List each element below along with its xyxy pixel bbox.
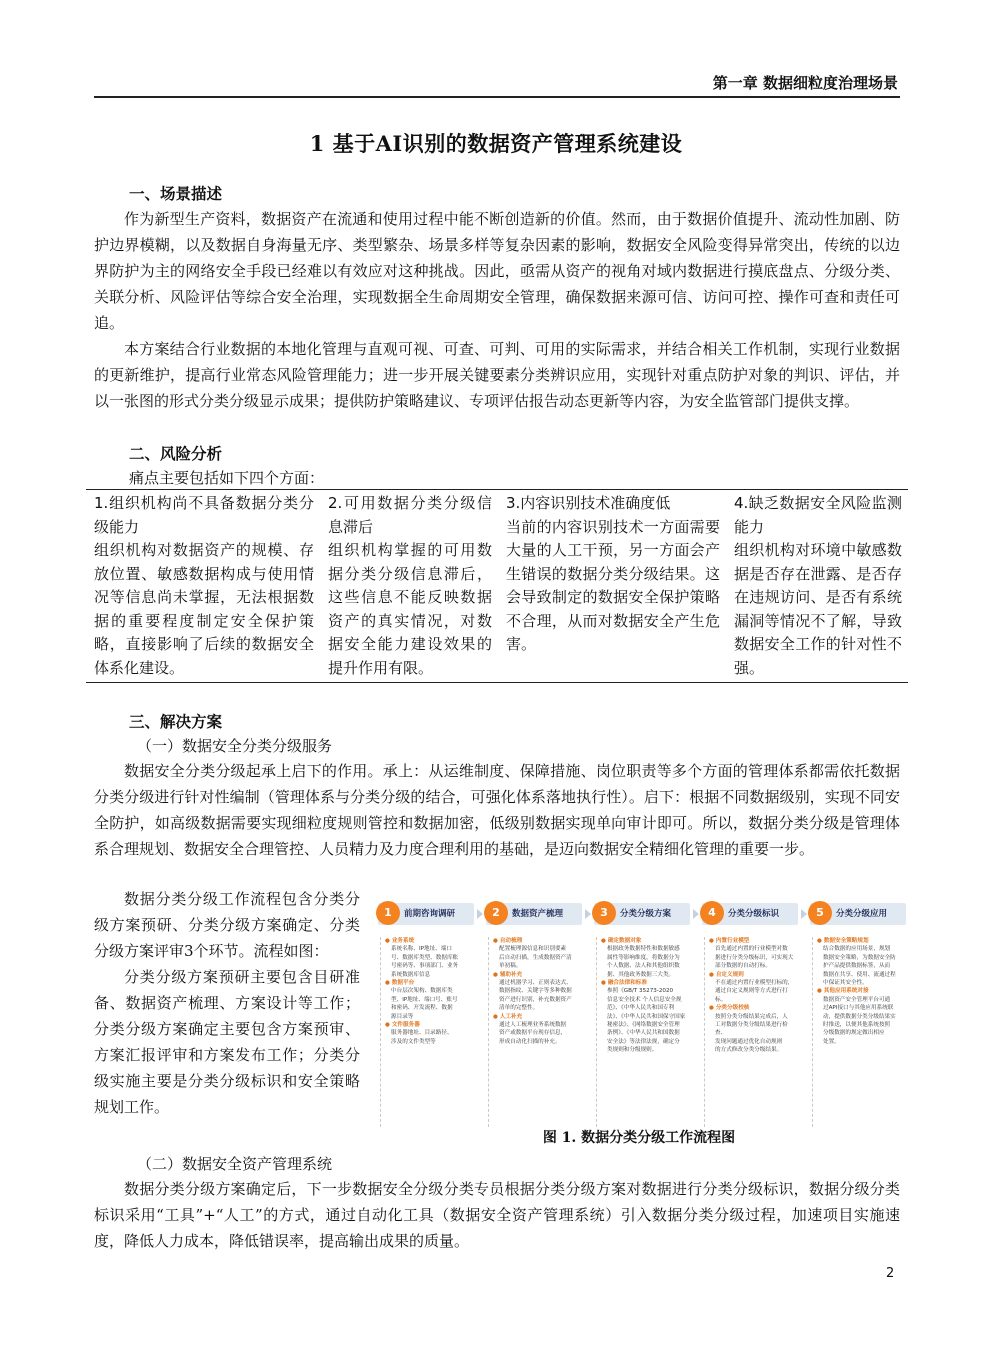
- flow-detail-text: 分级数据的规定做出相应: [823, 1030, 885, 1037]
- flow-detail-text: 据进行分类分级标识，可实现大: [715, 954, 794, 961]
- flow-detail-text: 秘密法》、《网络数据安全管理: [607, 1022, 680, 1029]
- flow-detail-text: 工对数据分类分级结果进行检查、: [715, 1022, 788, 1037]
- flow-detail-text: 配置梳理源信息和识别要素: [499, 946, 567, 953]
- flow-detail-heading: ● 业务系统: [385, 938, 415, 944]
- flow-detail-text: 源目录等: [391, 1013, 414, 1020]
- step-number: 5: [808, 901, 832, 925]
- scene-paragraph-2: 本方案结合行业数据的本地化管理与直观可视、可查、可判、可用的实际需求，并结合相关工作机制，实现行业数据的更新维护，提高行业常态风险管理能力；进一步开展关键要素分类辨识应用，实现针对重点防护对象的判识、评估，并以一张图的形式分类分级显示成果；提供防护策略建议、专项评估报告动态更新等内容，为安全监管部门提供支撑。: [94, 340, 900, 410]
- flow-detail-2: [488, 937, 582, 1127]
- flow-detail-text: 安全法》等法律法规，确定分: [607, 1038, 680, 1045]
- chapter-title: 第一章 数据细粒度治理场景: [712, 74, 898, 92]
- flow-detail-heading: ● 确定数据对象: [601, 938, 642, 944]
- solution-paragraph-2: 数据分类分级方案确定后，下一步数据安全分级分类专员根据分类分级方案对数据进行分类分级标识，数据分级分类标识采用“工具”+“人工”的方式，通过自动化工具（数据安全资产管理系统）引入数据分类分级过程，加速项目实施速度，降低人力成本，降低错误率，提高输出成果的质量。: [94, 1180, 900, 1250]
- flow-step-2: [486, 903, 582, 925]
- pain-point-body: 组织机构对环境中敏感数据是否存在泄露、是否存在违规访问、是否有系统漏洞等情况不了解，导致数据安全工作的针对性不强。: [734, 541, 902, 677]
- flow-detail-text: 涉及的文件类型等: [391, 1038, 436, 1045]
- flow-detail-heading: ● 融合法律和标准: [601, 980, 647, 987]
- flow-detail-heading: ● 内置行业模型: [709, 938, 750, 944]
- flow-detail-heading: ● 人工补充: [493, 1013, 523, 1020]
- flow-detail-text: 中台层次架构、数据库类: [391, 988, 453, 995]
- pain-point-title: 4.缺乏数据安全风险监测能力: [734, 494, 902, 536]
- flow-detail-text: 标。: [715, 996, 727, 1003]
- flow-detail-text: 范》、《中华人民共和国专利: [607, 1005, 675, 1012]
- heading-risk: 二、风险分析: [129, 445, 223, 463]
- arrow-right-icon: [477, 909, 483, 919]
- flow-detail-heading: ● 数据安全策略规划: [817, 938, 869, 944]
- flow-detail-text: 和密码、开发流程、数据: [391, 1005, 453, 1012]
- flow-detail-text: 资产进行识别，补充数据资产: [499, 996, 572, 1003]
- heading-scene: 一、场景描述: [129, 185, 223, 203]
- workflow-paragraph-2: 分类分级方案预研主要包含目研准备、数据资产梳理、方案设计等工作；分类分级方案确定主要包含方案预审、方案汇报评审和方案发布工作；分类分级实施主要是分类分级标识和安全策略规划工作。: [94, 968, 360, 1116]
- flow-detail-text: 的方式修改分类分级结果。: [715, 1047, 783, 1054]
- step-label: 分类分级方案: [620, 909, 672, 919]
- pain-point-title: 1.组织机构尚不具备数据分类分级能力: [94, 494, 314, 536]
- flow-detail-text: 数据安全策略，为数据安全防: [823, 954, 896, 961]
- flow-detail-text: 信息安全技术 个人信息安全规: [607, 996, 682, 1003]
- subheading-classification-service: （一）数据安全分类分级服务: [137, 737, 333, 755]
- flow-detail-text: 通过自定义规则等方式进行打: [715, 988, 788, 995]
- flow-detail-text: 类规则和分级规则。: [607, 1047, 658, 1054]
- flow-detail-text: 型、IP地址、端口号、账号: [391, 996, 458, 1003]
- step-number: 4: [700, 901, 724, 925]
- heading-solution: 三、解决方案: [129, 713, 223, 731]
- flow-detail-heading: ● 自动梳理: [493, 938, 523, 944]
- flow-detail-text: 数据指纹、关键字等多种数据: [499, 988, 572, 995]
- workflow-paragraph-1: 数据分类分级工作流程包含分类分级方案预研、分类分级方案确定、分类分级方案评审3个环节。流程如图：: [94, 890, 360, 960]
- flow-detail-5: [812, 937, 906, 1127]
- flow-detail-text: 号密码等、事项部门、业务: [391, 963, 459, 970]
- flow-detail-heading: ● 文件服务器: [385, 1022, 420, 1029]
- pain-point-1: [86, 490, 320, 683]
- flow-detail-text: 数据在共享、使用、流通过程: [823, 971, 896, 978]
- arrow-right-icon: [693, 909, 699, 919]
- flow-step-4: [702, 903, 798, 925]
- solution-paragraph-1: 数据安全分类分级起承上启下的作用。承上：从运维制度、保障措施、岗位职责等多个方面的管理体系都需依托数据分类分级进行针对性编制（管理体系与分类分级的结合，可强化体系落地执行性）。启下：根据不同数据级别，实现不同安全防护，如高级数据需要实现细粒度规则管控和数据加密，低级别数据实现单向审计即可。所以，数据分类分级是管理体系合理规划、数据安全合理管控、人员精力及力度合理利用的基础，是迈向数据安全精细化管理的重要一步。: [94, 762, 900, 858]
- flow-detail-text: 时推送，以便其他系统按照: [823, 1022, 891, 1029]
- pain-point-2: [320, 490, 498, 683]
- flow-detail-text: 服务器地址、目录路径、: [391, 1030, 453, 1037]
- flow-detail-text: 个人数据、法人和其他组织数: [607, 963, 680, 970]
- step-number: 1: [376, 901, 400, 925]
- step-label: 分类分级应用: [836, 909, 888, 919]
- flow-detail-text: 根据政务数据特性和数据敏感: [607, 946, 680, 953]
- figure-caption: 图 1. 数据分类分级工作流程图: [542, 1130, 736, 1146]
- document-title: 1 基于AI识别的数据资产管理系统建设: [309, 131, 683, 156]
- flow-detail-text: 中保证其安全性。: [823, 980, 868, 987]
- workflow-figure: [378, 893, 900, 1127]
- flow-detail-text: 法》、《中华人民共和国保守国家: [607, 1013, 686, 1020]
- flow-detail-text: 通过机器学习、正则表达式、: [499, 980, 572, 987]
- flow-detail-heading: ● 其他应用系统对接: [817, 988, 869, 995]
- flow-detail-text: 过API接口与其他应用系统联: [823, 1005, 894, 1012]
- flow-detail-text: 结合数据的应用场景，规划: [823, 946, 891, 953]
- page-header: [94, 70, 900, 98]
- flow-detail-text: 条例》、《中华人民共和国数据: [607, 1030, 680, 1037]
- flow-detail-text: 清单的完整性。: [499, 1005, 539, 1012]
- flow-detail-text: 通过人工梳理业务系统数据: [499, 1022, 567, 1029]
- flow-detail-text: 数据资产安全管理平台可通: [823, 996, 891, 1003]
- step-number: 2: [484, 901, 508, 925]
- pain-point-3: [498, 490, 726, 683]
- flow-detail-text: 单初稿。: [499, 963, 522, 970]
- arrow-right-icon: [801, 909, 807, 919]
- flow-detail-4: [704, 937, 798, 1127]
- flow-detail-text: 首先通过内置的行业模型对数: [715, 946, 788, 953]
- pain-point-body: 组织机构掌握的可用数据分类分级信息滞后，这些信息不能反映数据资产的真实情况，对数据安全能力建设效果的提升作用有限。: [328, 541, 492, 677]
- step-label: 数据资产梳理: [512, 909, 564, 919]
- scene-paragraph-1: 作为新型生产资料，数据资产在流通和使用过程中能不断创造新的价值。然而，由于数据价值提升、流动性加剧、防护边界模糊，以及数据自身海量无序、类型繁杂、场景多样等复杂因素的影响，数据安全风险变得异常突出，传统的以边界防护为主的网络安全手段已经难以有效应对这种挑战。因此，亟需从资产的视角对域内数据进行摸底盘点、分级分类、关联分析、风险评估等综合安全治理，实现数据全生命周期安全管理，确保数据来源可信、访问可控、操作可查和责任可追。: [94, 210, 900, 332]
- flow-detail-text: 参照《GB/T 35273-2020: [607, 988, 674, 995]
- step-label: 分类分级标识: [728, 909, 780, 919]
- workflow-description: [94, 886, 360, 1120]
- flow-detail-1: [380, 937, 474, 1127]
- pain-point-body: 组织机构对数据资产的规模、存放位置、敏感数据构成与使用情况等信息尚未掌握，无法根据数据的重要程度制定安全保护策略，直接影响了后续的数据安全体系化建设。: [94, 541, 314, 677]
- flow-step-5: [810, 903, 906, 925]
- arrow-right-icon: [585, 909, 591, 919]
- flow-detail-text: 护产品提供数据标签，从而: [823, 963, 891, 970]
- pain-point-title: 2.可用数据分类分级信息滞后: [328, 494, 492, 536]
- flow-detail-heading: ● 数据平台: [385, 980, 415, 987]
- flow-detail-text: 资产或数据平台现存信息，: [499, 1030, 567, 1037]
- step-label: 前期咨询调研: [404, 909, 456, 919]
- pain-point-4: [726, 490, 908, 683]
- flow-detail-heading: ● 辅助补充: [493, 971, 523, 978]
- flow-detail-text: 据、其他政务数据三大类。: [607, 971, 675, 978]
- flow-detail-3: [596, 937, 690, 1127]
- flow-detail-text: 不在通过内置行业模型打标的，: [715, 980, 794, 987]
- step-number: 3: [592, 901, 616, 925]
- flow-detail-text: 属性等影响维度，将数据分为: [607, 954, 680, 961]
- flow-step-3: [594, 903, 690, 925]
- flow-step-1: [378, 903, 474, 925]
- flow-detail-text: 处置。: [823, 1038, 840, 1045]
- flow-detail-text: 系统名称、IP地址、端口: [391, 946, 452, 953]
- flow-detail-text: 部分数据的自动打标。: [715, 963, 771, 970]
- flow-detail-text: 按照分类分级结果完成后，人: [715, 1013, 788, 1020]
- flow-detail-text: 形成自动化扫描的补充。: [499, 1038, 561, 1045]
- pain-point-body: 当前的内容识别技术一方面需要大量的人工干预，另一方面会产生错误的数据分类分级结果。这会导致制定的数据安全保护策略不合理，从而对数据安全产生危害。: [506, 517, 720, 653]
- flow-detail-text: 号、数据库类型、数据库账: [391, 954, 459, 961]
- flow-detail-text: 后自动扫描，生成数据资产清: [499, 954, 572, 961]
- flow-detail-text: 动，提供数据分类分级结果实: [823, 1013, 896, 1020]
- pain-point-title: 3.内容识别技术准确度低: [506, 494, 671, 512]
- page-number: 2: [886, 1266, 895, 1281]
- pain-points-table: [86, 489, 908, 683]
- flow-detail-text: 系统数据库信息: [391, 971, 431, 978]
- flow-detail-heading: ● 自定义规则: [709, 971, 744, 978]
- risk-intro: 痛点主要包括如下四个方面：: [129, 469, 325, 487]
- flow-detail-heading: ● 分类分级校核: [709, 1005, 750, 1012]
- flow-detail-text: 发现问题通过优化自动规则: [715, 1038, 783, 1045]
- subheading-asset-system: （二）数据安全资产管理系统: [137, 1155, 333, 1173]
